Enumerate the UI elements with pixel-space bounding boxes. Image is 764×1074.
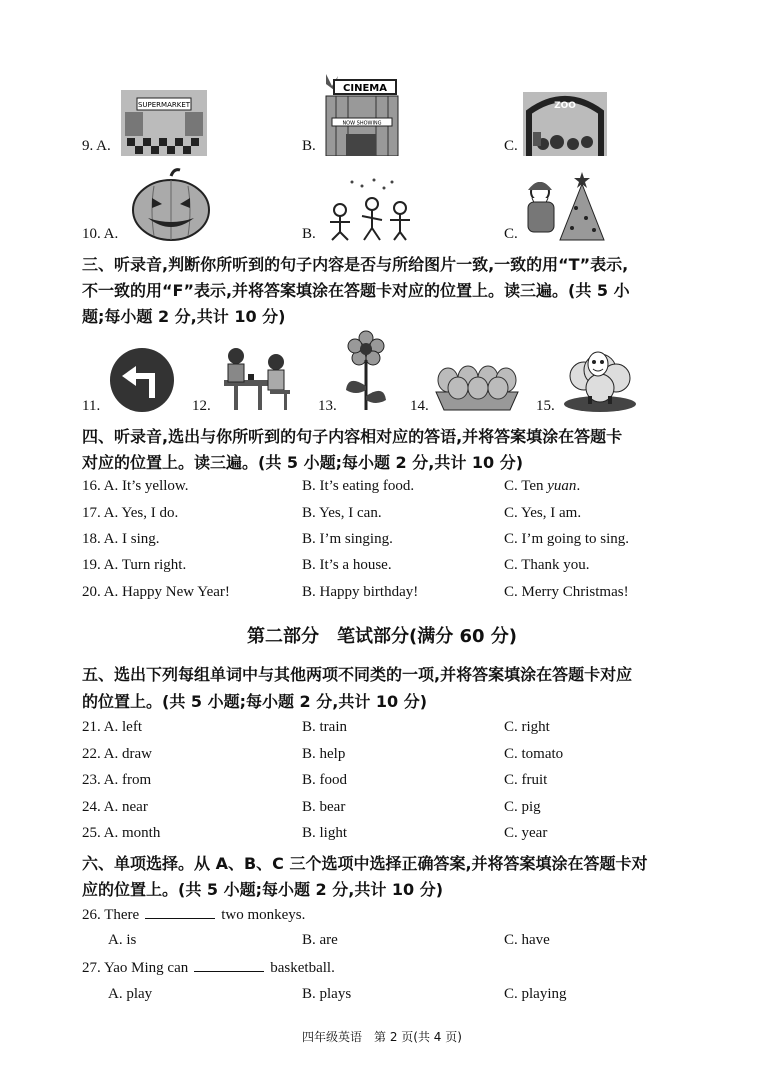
pumpkin-image <box>130 166 212 242</box>
q10-label: 10. A. <box>82 226 119 242</box>
q26-option-c: C. have <box>504 932 550 948</box>
children-playing-chess-image <box>214 340 298 412</box>
q16-option-a: 16. A. It’s yellow. <box>82 478 189 494</box>
q26-stem: 26. There two monkeys. <box>82 907 306 923</box>
page-footer: 四年级英语 第 2 页(共 4 页) <box>302 1030 462 1044</box>
q25-option-b: B. light <box>302 825 348 841</box>
q27-option-a: A. play <box>108 986 153 1002</box>
q26-option-a: A. is <box>108 932 137 948</box>
q18-option-a: 18. A. I sing. <box>82 531 160 547</box>
q26-blank <box>145 906 215 919</box>
q24-option-b: B. bear <box>302 799 346 815</box>
sheep-image <box>560 336 638 414</box>
q17-option-c: C. Yes, I am. <box>504 505 582 521</box>
sec4-instruction-1: 四、听录音,选出与你所听到的句子内容相对应的答语,并将答案填涂在答题卡 <box>82 427 623 446</box>
q23-option-a: 23. A. from <box>82 772 152 788</box>
q22-option-b: B. help <box>302 746 346 762</box>
zoo-image <box>523 92 607 156</box>
q17-option-a: 17. A. Yes, I do. <box>82 505 179 521</box>
q24-option-c: C. pig <box>504 799 541 815</box>
q10-c-label: C. <box>504 226 518 242</box>
q17-option-b: B. Yes, I can. <box>302 505 382 521</box>
q27-option-c: C. playing <box>504 986 567 1002</box>
dancing-children-image <box>322 176 414 242</box>
sec5-instruction-2: 的位置上。(共 5 小题;每小题 2 分,共计 10 分) <box>82 692 428 711</box>
eggs-image <box>434 358 520 412</box>
q18-option-b: B. I’m singing. <box>302 531 393 547</box>
sec3-instruction-1: 三、听录音,判断你所听到的句子内容是否与所给图片一致,一致的用“T”表示, <box>82 255 629 274</box>
q16-option-b: B. It’s eating food. <box>302 478 415 494</box>
cinema-image <box>322 72 400 156</box>
q10-b-label: B. <box>302 226 316 242</box>
q15-label: 15. <box>536 398 555 414</box>
q11-label: 11. <box>82 398 101 414</box>
q25-option-a: 25. A. month <box>82 825 161 841</box>
q24-option-a: 24. A. near <box>82 799 148 815</box>
sec5-instruction-1: 五、选出下列每组单词中与其他两项不同类的一项,并将答案填涂在答题卡对应 <box>82 665 633 684</box>
q21-option-a: 21. A. left <box>82 719 142 735</box>
q9-b-label: B. <box>302 138 316 154</box>
sec3-instruction-3: 题;每小题 2 分,共计 10 分) <box>82 307 286 326</box>
flower-image <box>342 330 390 412</box>
q23-option-c: C. fruit <box>504 772 548 788</box>
q21-option-c: C. right <box>504 719 550 735</box>
q19-option-c: C. Thank you. <box>504 557 590 573</box>
q12-label: 12. <box>192 398 211 414</box>
cinema-sign: CINEMA <box>343 83 387 94</box>
q27-stem: 27. Yao Ming can basketball. <box>82 960 335 976</box>
q22-option-c: C. tomato <box>504 746 564 762</box>
supermarket-image <box>121 90 207 156</box>
q16-option-c: C. Ten yuan. <box>504 478 581 494</box>
q22-option-a: 22. A. draw <box>82 746 152 762</box>
q19-option-a: 19. A. Turn right. <box>82 557 187 573</box>
sec4-instruction-2: 对应的位置上。读三遍。(共 5 小题;每小题 2 分,共计 10 分) <box>82 453 524 472</box>
q9-c-label: C. <box>504 138 518 154</box>
zoo-sign: ZOO <box>554 101 576 111</box>
q13-label: 13. <box>318 398 337 414</box>
sec3-instruction-2: 不一致的用“F”表示,并将答案填涂在答题卡对应的位置上。读三遍。(共 5 小 <box>82 281 630 300</box>
q14-label: 14. <box>410 398 429 414</box>
supermarket-sign: SUPERMARKET <box>137 101 191 109</box>
q25-option-c: C. year <box>504 825 548 841</box>
q18-option-c: C. I’m going to sing. <box>504 531 630 547</box>
q19-option-b: B. It’s a house. <box>302 557 392 573</box>
q27-blank <box>194 959 264 972</box>
q20-option-a: 20. A. Happy New Year! <box>82 584 230 600</box>
q20-option-c: C. Merry Christmas! <box>504 584 629 600</box>
q9-label: 9. A. <box>82 138 111 154</box>
sec6-instruction-1: 六、单项选择。从 A、B、C 三个选项中选择正确答案,并将答案填涂在答题卡对 <box>82 854 648 873</box>
q27-option-b: B. plays <box>302 986 352 1002</box>
part2-title: 第二部分 笔试部分(满分 60 分) <box>246 626 518 647</box>
sec6-instruction-2: 应的位置上。(共 5 小题;每小题 2 分,共计 10 分) <box>82 880 444 899</box>
turn-left-sign-image <box>108 346 176 414</box>
christmas-image <box>520 168 612 242</box>
q20-option-b: B. Happy birthday! <box>302 584 419 600</box>
q23-option-b: B. food <box>302 772 347 788</box>
cinema-subsign: NOW SHOWING <box>342 120 382 127</box>
q26-option-b: B. are <box>302 932 338 948</box>
q21-option-b: B. train <box>302 719 347 735</box>
